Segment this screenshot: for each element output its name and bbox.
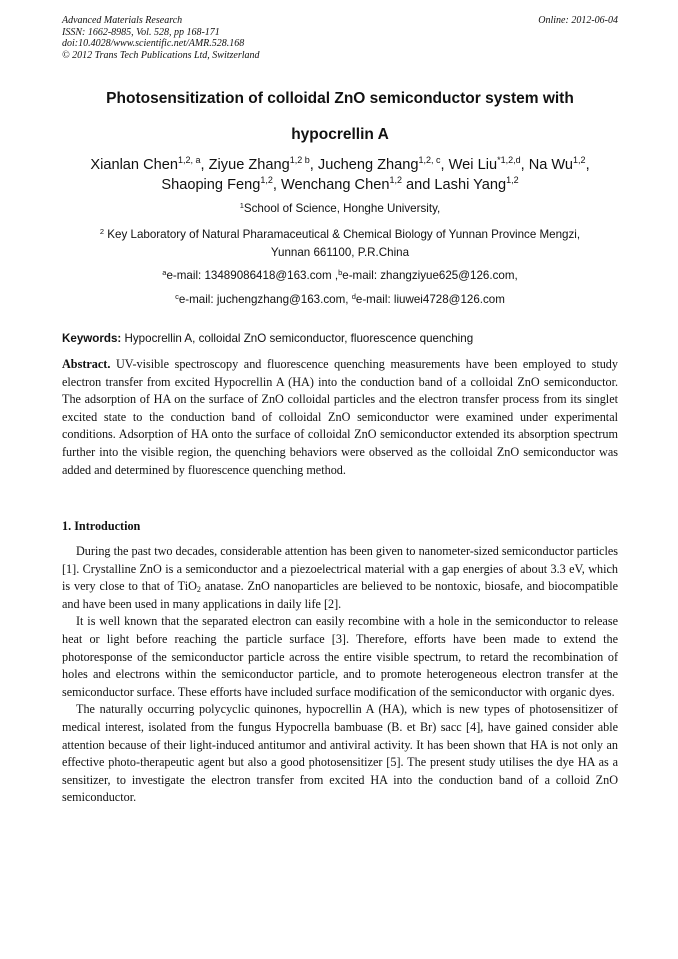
author-name: Na Wu bbox=[528, 157, 574, 173]
author-name: Xianlan Chen bbox=[90, 157, 178, 173]
journal-header bbox=[62, 15, 618, 61]
abstract-text: UV-visible spectroscopy and fluorescence quenching measurements have been employed to study electron transfer from excited Hypocrellin A (HA) into the conduction band of a colloidal ZnO semiconductor. The adsorption of HA on the surface of ZnO colloidal particles and the electron transfer process from its singlet excited state to the conduction band of colloidal ZnO semiconductor were examined under experimental conditions. Adsorption of HA onto the surface of colloidal ZnO semiconductor extended its absorption spectrum further into the visible region, the quenching behaviors were observed as the colloidal ZnO semiconductor was added and determined by fluorescence quenching method. bbox=[62, 357, 618, 477]
author-separator: and bbox=[401, 177, 435, 193]
author-name: Shaoping Feng bbox=[161, 177, 261, 193]
author-separator: , bbox=[200, 157, 209, 173]
introduction-body bbox=[62, 543, 618, 807]
author-separator: , bbox=[272, 177, 281, 193]
keywords-text: Hypocrellin A, colloidal ZnO semiconductor, fluorescence quenching bbox=[121, 332, 474, 345]
email-text: e-mail: juchengzhang@163.com, bbox=[178, 293, 352, 306]
email-mark: a bbox=[162, 268, 167, 277]
author-affiliation-mark: 1,2 bbox=[573, 155, 586, 165]
author-name: Wei Liu bbox=[448, 157, 498, 173]
email-text: e-mail: liuwei4728@126.com bbox=[355, 293, 505, 306]
author-affiliation-mark: 1,2 bbox=[506, 175, 519, 185]
author-affiliation-mark: 1,2 b bbox=[289, 155, 310, 165]
paper-title-line-2: hypocrellin A bbox=[291, 126, 389, 143]
copyright-line: © 2012 Trans Tech Publications Ltd, Switzerland bbox=[62, 49, 260, 61]
email-line-1 bbox=[62, 267, 618, 285]
email-text: e-mail: zhangziyue625@126.com, bbox=[342, 269, 518, 282]
abstract bbox=[62, 356, 618, 479]
email-line-2 bbox=[62, 291, 618, 309]
paper-title-line-1: Photosensitization of colloidal ZnO semiconductor system with bbox=[106, 90, 574, 107]
keywords bbox=[62, 332, 618, 345]
abstract-label: Abstract. bbox=[62, 357, 111, 371]
author-separator: , bbox=[585, 157, 590, 173]
author-affiliation-mark: 1,2 bbox=[389, 175, 402, 185]
author-affiliation-mark: 1,2, c bbox=[418, 155, 441, 165]
paragraph-text: During the past two decades, considerable attention has been given to nanometer-sized semiconductor particles [1]. Crystalline ZnO is a semiconductor and a piezoelectrical material with a gap energies of about 3.3 eV, which is very close to that of TiO bbox=[62, 544, 618, 594]
author-affiliation-mark: 1,2 bbox=[260, 175, 273, 185]
paragraph: It is well known that the separated electron can easily recombine with a hole in the semiconductor to release heat or light before reaching the particle surface [3]. Therefore, efforts have been made to extend the photoresponse of the semiconductor particle across the entire visible spectrum, to retard the recombination of holes and electrons within the semiconductor particle, and to promote heterogeneous electron transfer at the semiconductor surface. These efforts have included surface modification of the semiconductor with organic dyes. bbox=[62, 614, 618, 699]
email-separator: , bbox=[331, 269, 339, 282]
author-affiliation-mark: 1,2, a bbox=[178, 155, 201, 165]
email-text: e-mail: 13489086418@163.com bbox=[166, 269, 332, 282]
email-mark: d bbox=[351, 292, 356, 301]
keywords-label: Keywords: bbox=[62, 332, 122, 345]
author-affiliation-mark: *1,2,d bbox=[497, 155, 521, 165]
paragraph-text: anatase. ZnO nanoparticles are believed to be nontoxic, biosafe, and biocompatible and have been used in many applications in daily life [2]. bbox=[62, 579, 618, 611]
author-name: Wenchang Chen bbox=[280, 177, 390, 193]
email-mark: c bbox=[175, 292, 179, 301]
issn-line: ISSN: 1662-8985, Vol. 528, pp 168-171 bbox=[62, 26, 220, 38]
online-date: Online: 2012-06-04 bbox=[538, 15, 618, 26]
author-separator: , bbox=[520, 157, 529, 173]
email-mark: b bbox=[338, 268, 343, 277]
affiliation-mark: 1 bbox=[239, 201, 244, 210]
doi-line: doi:10.4028/www.scientific.net/AMR.528.168 bbox=[62, 38, 245, 49]
affiliation-1 bbox=[62, 200, 618, 218]
paragraph bbox=[62, 543, 618, 613]
author-separator: , bbox=[440, 157, 449, 173]
affiliation-text: Key Laboratory of Natural Pharamaceutical & Chemical Biology of Yunnan Province Mengzi, bbox=[107, 228, 581, 241]
affiliation-mark: 2 bbox=[99, 227, 105, 236]
author-name: Ziyue Zhang bbox=[208, 157, 290, 173]
affiliation-2 bbox=[62, 226, 618, 262]
author-separator: , bbox=[309, 157, 318, 173]
affiliation-address: Yunnan 661100, P.R.China bbox=[270, 246, 410, 259]
affiliation-text: School of Science, Honghe University, bbox=[243, 202, 441, 215]
subscript: 2 bbox=[196, 585, 201, 595]
journal-name: Advanced Materials Research bbox=[62, 15, 183, 26]
author-name: Lashi Yang bbox=[434, 177, 507, 193]
paragraph: The naturally occurring polycyclic quinones, hypocrellin A (HA), which is new types of photosensitizer of medical interest, isolated from the fungus Hypocrella bambuase (B. et Br) sacc [4], have gained consider able attention because of their light-induced antitumor and antiviral activity. It has been shown that HA is not only an effective photo-therapeutic agent but also a good photosensitizer [5]. The present study utilises the dye HA as a sensitizer, to investigate the electron transfer from excited HA into the conduction band of a colloid ZnO semiconductor. bbox=[62, 702, 618, 805]
author-name: Jucheng Zhang bbox=[317, 157, 419, 173]
section-heading-introduction: 1. Introduction bbox=[62, 519, 141, 533]
author-list bbox=[58, 155, 622, 195]
